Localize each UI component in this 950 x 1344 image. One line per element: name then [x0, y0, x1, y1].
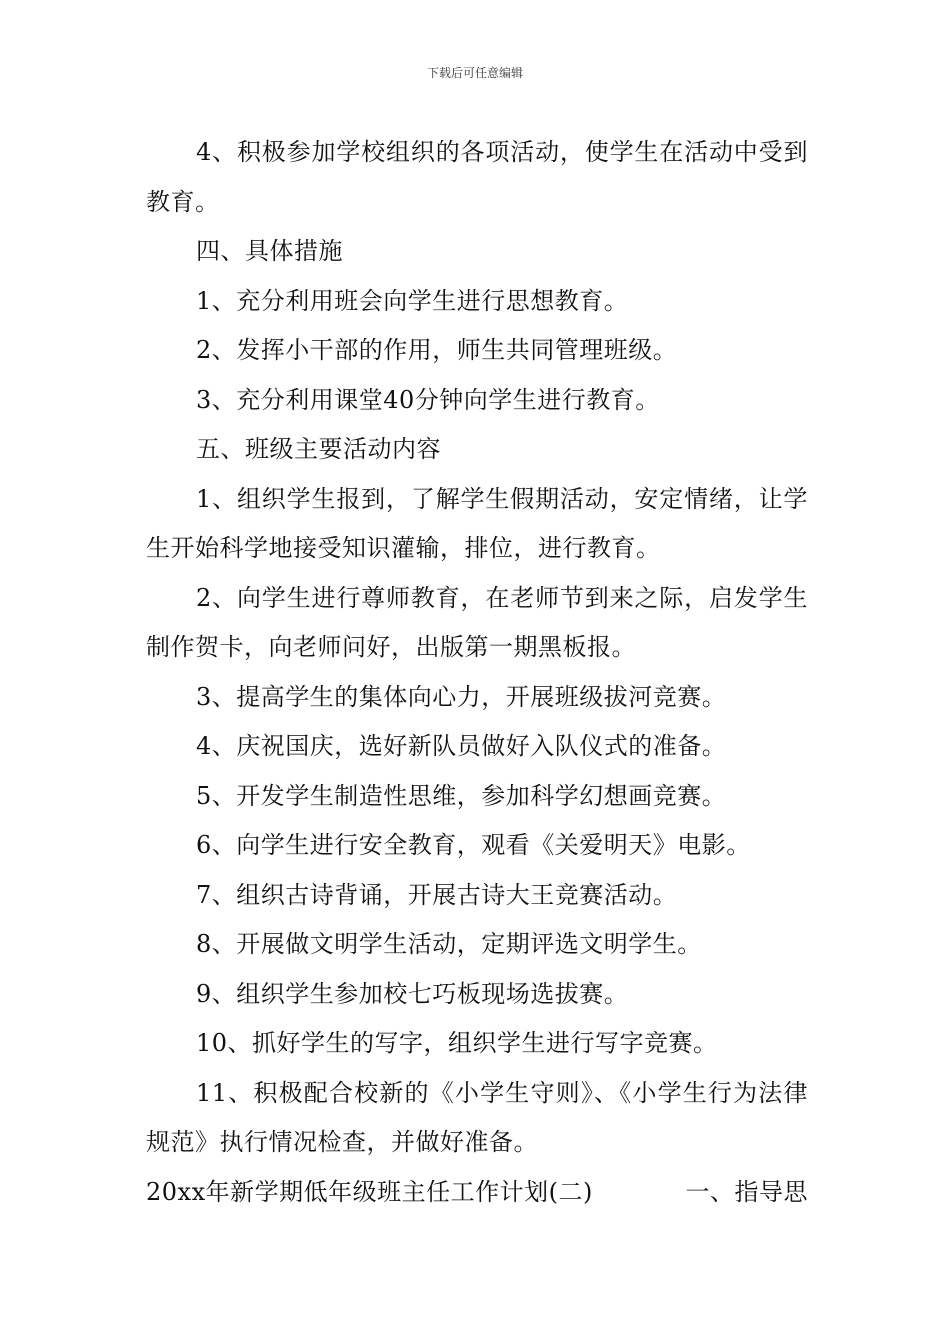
- document-body: [146, 128, 808, 1217]
- paragraph: 5、开发学生制造性思维，参加科学幻想画竞赛。: [196, 781, 727, 810]
- paragraph: 11、积极配合校新的《小学生守则》、《小学生行为法律规范》执行情况检查，并做好准备。: [146, 1078, 808, 1156]
- paragraph: 10、抓好学生的写字，组织学生进行写字竞赛。: [196, 1029, 718, 1057]
- paragraph: 4、庆祝国庆，选好新队员做好入队仪式的准备。: [196, 732, 727, 760]
- paragraph: 8、开展做文明学生活动，定期评选文明学生。: [196, 930, 702, 958]
- paragraph: 2、向学生进行尊师教育，在老师节到来之际，启发学生制作贺卡，向老师问好，出版第一期黑板报。: [146, 583, 808, 661]
- paragraph: 6、向学生进行安全教育，观看《关爱明天》电影。: [196, 831, 751, 859]
- paragraph: 3、充分利用课堂40分钟向学生进行教育。: [196, 385, 660, 414]
- paragraph: 4、积极参加学校组织的各项活动，使学生在活动中受到教育。: [146, 138, 808, 216]
- paragraph: 1、组织学生报到，了解学生假期活动，安定情绪，让学生开始科学地接受知识灌输，排位，进行教育。: [146, 484, 808, 562]
- next-plan-title: 20xx年新学期低年级班主任工作计划(二): [146, 1177, 593, 1206]
- paragraph: 9、组织学生参加校七巧板现场选拔赛。: [196, 979, 629, 1008]
- next-plan-line: [146, 1168, 808, 1218]
- section-heading: 四、具体措施: [196, 237, 343, 265]
- paragraph: 7、组织古诗背诵，开展古诗大王竞赛活动。: [196, 880, 678, 909]
- paragraph: 2、发挥小干部的作用，师生共同管理班级。: [196, 336, 678, 364]
- paragraph: 1、充分利用班会向学生进行思想教育。: [196, 286, 629, 315]
- page-header: 下载后可任意编辑: [426, 66, 523, 80]
- next-plan-heading-start: 一、指导思: [685, 1177, 808, 1206]
- section-heading: 五、班级主要活动内容: [196, 435, 441, 463]
- paragraph: 3、提高学生的集体向心力，开展班级拔河竞赛。: [196, 682, 727, 711]
